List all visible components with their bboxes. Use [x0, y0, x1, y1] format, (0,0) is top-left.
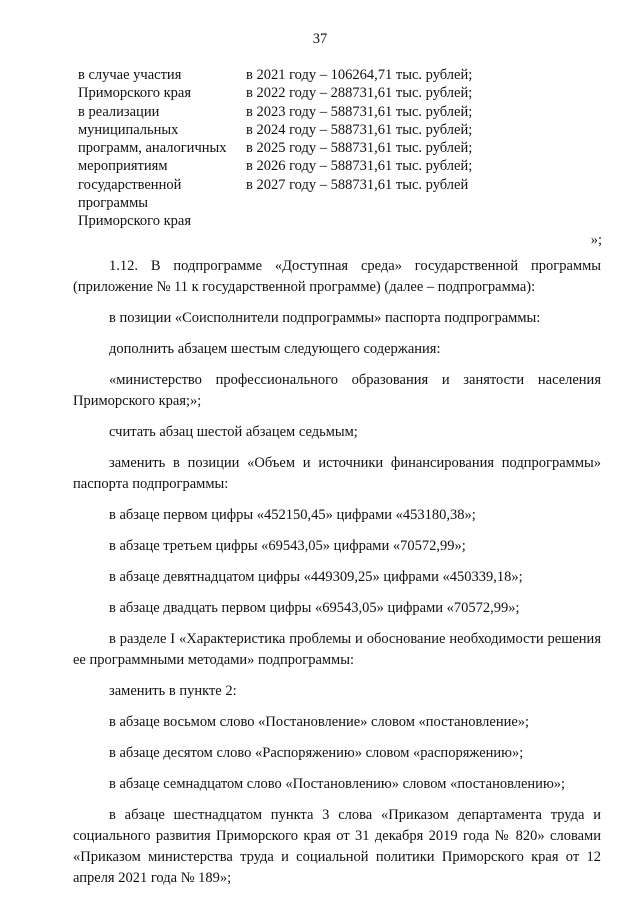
- label-line: программы: [78, 195, 148, 212]
- year-amount-line: в 2022 году – 288731,61 тыс. рублей;: [246, 85, 473, 102]
- year-amount-line: в 2025 году – 588731,61 тыс. рублей;: [246, 140, 473, 157]
- paragraph: заменить в пункте 2:: [109, 683, 237, 699]
- paragraph: считать абзац шестой абзацем седьмым;: [109, 424, 358, 440]
- closing-quote-mark: »;: [590, 232, 602, 248]
- funding-table-label-cell: [78, 66, 243, 231]
- paragraph: заменить в позиции «Объем и источники финансирования подпрограммы» паспорта подпрограммы:: [73, 455, 601, 492]
- document-body: [73, 256, 601, 899]
- paragraph: в абзаце восьмом слово «Постановление» словом «постановление»;: [109, 714, 530, 730]
- paragraph: в разделе I «Характеристика проблемы и обоснование необходимости решения ее программными методами» подпрограммы:: [73, 631, 601, 668]
- label-line: мероприятиям: [78, 158, 168, 175]
- paragraph: в абзаце первом цифры «452150,45» цифрами «453180,38»;: [109, 507, 476, 523]
- paragraph: в абзаце десятом слово «Распоряжению» словом «распоряжению»;: [109, 745, 524, 761]
- paragraph: в абзаце двадцать первом цифры «69543,05» цифрами «70572,99»;: [109, 600, 520, 616]
- paragraph: в абзаце семнадцатом слово «Постановлению» словом «постановлению»;: [109, 776, 566, 792]
- label-line: Приморского края: [78, 85, 192, 102]
- year-amount-line: в 2023 году – 588731,61 тыс. рублей;: [246, 103, 473, 120]
- funding-table-values-cell: [246, 66, 566, 194]
- page-number: 37: [312, 31, 328, 47]
- label-line: муниципальных: [78, 121, 179, 138]
- paragraph: в абзаце девятнадцатом цифры «449309,25» цифрами «450339,18»;: [109, 569, 523, 585]
- label-line: программ, аналогичных: [78, 140, 227, 157]
- paragraph: в абзаце шестнадцатом пункта 3 слова «Приказом департамента труда и социального развития Приморского края от 31 декабря 2019 года № 820» словами «Приказом министерства труда и социальной политики Приморского края от 12 апреля 2021 года № 189»;: [73, 807, 601, 886]
- year-amount-line: в 2024 году – 588731,61 тыс. рублей;: [246, 121, 473, 138]
- year-amount-line: в 2027 году – 588731,61 тыс. рублей: [246, 176, 469, 193]
- label-line: в реализации: [78, 103, 160, 120]
- paragraph: «министерство профессионального образования и занятости населения Приморского края;»;: [73, 372, 601, 409]
- label-line: государственной: [78, 176, 182, 193]
- label-line: в случае участия: [78, 67, 182, 83]
- paragraph: в абзаце третьем цифры «69543,05» цифрами «70572,99»;: [109, 538, 466, 554]
- year-amount-line: в 2021 году – 106264,71 тыс. рублей;: [246, 67, 473, 83]
- year-amount-line: в 2026 году – 588731,61 тыс. рублей;: [246, 158, 473, 175]
- paragraph: в позиции «Соисполнители подпрограммы» паспорта подпрограммы:: [109, 310, 541, 326]
- paragraph: дополнить абзацем шестым следующего содержания:: [109, 341, 441, 357]
- paragraph: 1.12. В подпрограмме «Доступная среда» государственной программы (приложение № 11 к государственной программе) (далее – подпрограмма):: [73, 258, 601, 295]
- label-line: Приморского края: [78, 213, 192, 230]
